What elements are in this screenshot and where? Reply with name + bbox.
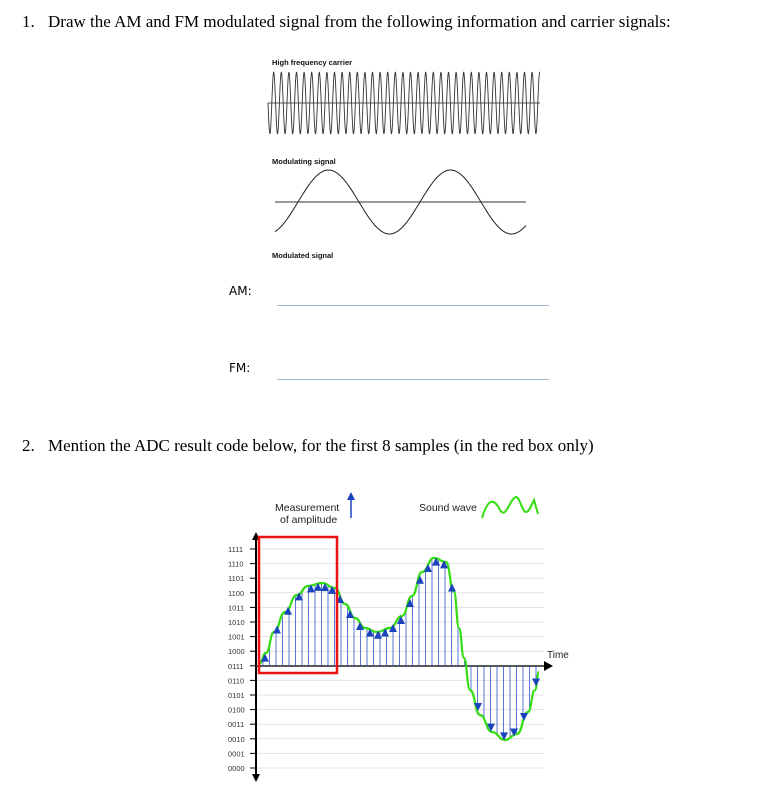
measurement-label-line2: of amplitude <box>280 514 338 526</box>
code-label: 0110 <box>228 676 245 686</box>
sample-arrows <box>261 558 540 741</box>
code-grid <box>250 549 544 768</box>
y-axis-arrow <box>252 774 260 782</box>
code-label: 1111 <box>228 545 244 554</box>
code-labels <box>228 545 245 773</box>
time-label: Time <box>547 650 569 661</box>
sample-arrow <box>284 607 292 615</box>
code-label: 1010 <box>228 618 245 627</box>
measurement-legend-arrow <box>347 492 355 500</box>
sample-lines <box>263 560 536 740</box>
code-label: 1000 <box>228 647 245 657</box>
code-label: 0101 <box>228 691 245 700</box>
code-label: 0001 <box>228 749 245 759</box>
sample-arrow <box>532 679 540 687</box>
carrier-label: High frequency carrier <box>272 58 353 67</box>
code-label: 1100 <box>228 588 245 598</box>
modulating-label: Modulating signal <box>272 157 336 166</box>
code-label: 0000 <box>228 764 245 773</box>
question-2-number: 2. <box>22 436 35 455</box>
fm-label: FM: <box>229 361 251 375</box>
red-box <box>259 537 337 673</box>
sound-wave-label: Sound wave <box>419 502 477 514</box>
question-1-text: Draw the AM and FM modulated signal from the following information and carrier signals: <box>48 12 671 31</box>
measurement-label-line1: Measurement <box>275 502 340 514</box>
modulated-label: Modulated signal <box>272 251 334 260</box>
sample-arrow <box>273 626 281 634</box>
code-label: 0011 <box>228 720 245 730</box>
sample-arrow <box>520 713 528 721</box>
code-label: 1001 <box>228 632 245 642</box>
code-label: 0111 <box>228 661 244 671</box>
code-label: 0010 <box>228 734 245 744</box>
am-label: AM: <box>229 284 252 298</box>
time-axis-arrow <box>544 661 553 671</box>
code-label: 1110 <box>228 559 244 569</box>
code-label: 1011 <box>228 603 245 613</box>
sound-wave-legend-icon <box>482 497 538 518</box>
sample-arrow <box>448 584 456 592</box>
code-label: 1101 <box>228 574 245 584</box>
code-label: 0100 <box>228 705 245 715</box>
question-1-number: 1. <box>22 12 35 31</box>
question-2-text: Mention the ADC result code below, for the first 8 samples (in the red box only) <box>48 436 594 455</box>
